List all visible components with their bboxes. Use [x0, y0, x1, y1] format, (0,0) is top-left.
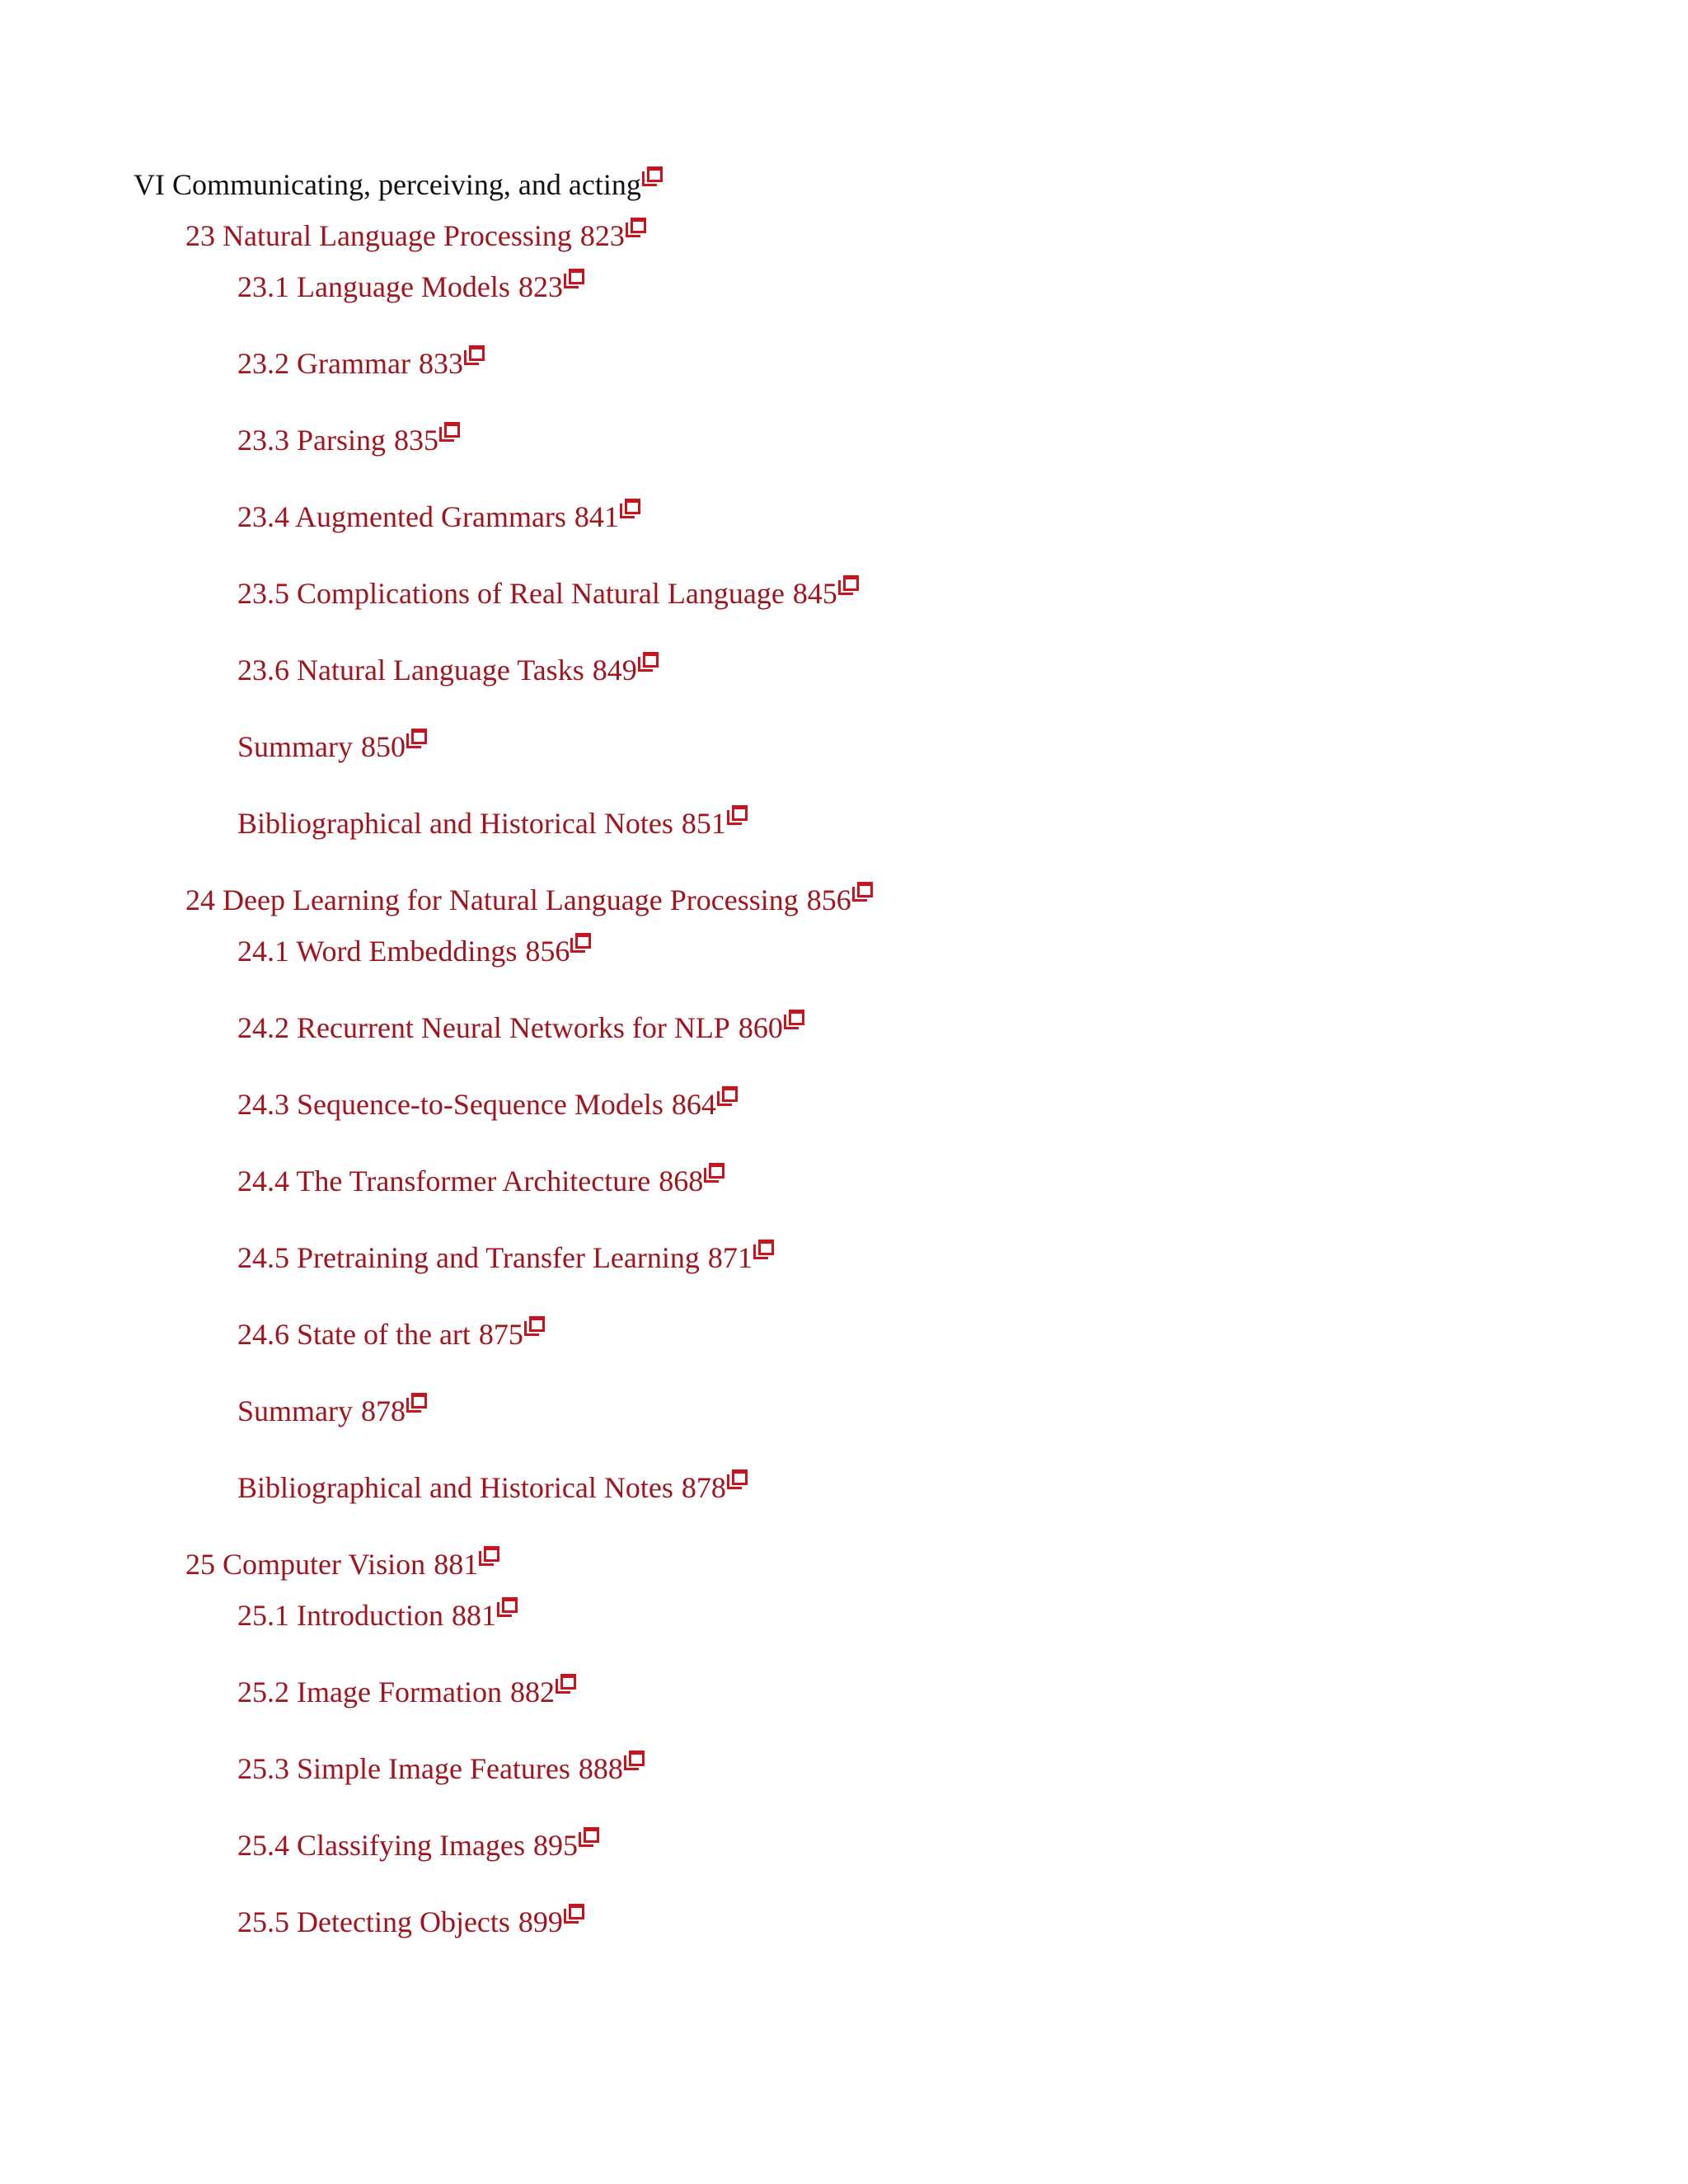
toc-section-24-5[interactable]	[237, 1240, 774, 1276]
toc-part-vi	[134, 166, 663, 203]
external-link-icon[interactable]	[642, 166, 663, 188]
toc-section-23-4[interactable]	[237, 499, 640, 535]
toc-page-number: 833	[418, 347, 463, 380]
toc-section-25-2[interactable]	[237, 1674, 576, 1710]
toc-section-24-4[interactable]	[237, 1163, 724, 1199]
toc-section-23-6[interactable]	[237, 652, 659, 688]
toc-section-25-5[interactable]	[237, 1904, 584, 1940]
toc-page-number: 878	[361, 1394, 406, 1427]
toc-page-number: 868	[659, 1165, 704, 1197]
toc-section-23-1[interactable]	[237, 269, 584, 305]
toc-section-23-summary[interactable]	[237, 729, 427, 765]
toc-page-number: 835	[394, 424, 438, 457]
external-link-icon[interactable]	[464, 345, 485, 367]
toc-section-25-1[interactable]	[237, 1597, 518, 1633]
toc-section-23-3[interactable]	[237, 422, 460, 458]
toc-page-number: 849	[592, 654, 637, 687]
external-link-icon[interactable]	[852, 882, 873, 903]
toc-page-number: 856	[525, 935, 570, 968]
toc-entry-label: Summary	[237, 1394, 353, 1427]
toc-section-24-notes[interactable]	[237, 1469, 748, 1506]
toc-section-23-2[interactable]	[237, 345, 485, 382]
toc-page-number: 881	[434, 1548, 479, 1581]
toc-page-number: 875	[478, 1318, 523, 1351]
toc-page-number: 845	[792, 577, 837, 610]
toc-page-number: 860	[738, 1011, 783, 1044]
toc-part-label: VI Communicating, perceiving, and acting	[134, 168, 641, 201]
toc-page-number: 871	[707, 1241, 753, 1274]
toc-page-number: 888	[578, 1752, 623, 1785]
toc-page-number: 851	[681, 807, 726, 840]
toc-entry-label: 24.1 Word Embeddings	[237, 935, 518, 968]
toc-page-number: 881	[451, 1599, 496, 1632]
external-link-icon[interactable]	[406, 1393, 427, 1414]
toc-entry-label: Bibliographical and Historical Notes	[237, 807, 673, 840]
toc-entry-label: 23 Natural Language Processing	[185, 219, 572, 252]
external-link-icon[interactable]	[753, 1240, 774, 1261]
toc-entry-label: 23.5 Complications of Real Natural Language	[237, 577, 785, 610]
toc-chapter-23[interactable]	[185, 218, 646, 254]
toc-chapter-24[interactable]	[185, 882, 873, 918]
toc-section-24-6[interactable]	[237, 1316, 545, 1352]
external-link-icon[interactable]	[624, 1750, 645, 1772]
toc-section-24-summary[interactable]	[237, 1393, 427, 1429]
toc-section-23-notes[interactable]	[237, 805, 748, 841]
external-link-icon[interactable]	[727, 805, 748, 827]
toc-page-number: 882	[509, 1675, 555, 1708]
toc-page-number: 823	[518, 270, 563, 303]
toc-page-number: 856	[806, 883, 851, 916]
external-link-icon[interactable]	[838, 575, 859, 597]
external-link-icon[interactable]	[717, 1086, 738, 1108]
toc-section-23-5[interactable]	[237, 575, 859, 612]
toc-entry-label: 25.2 Image Formation	[237, 1675, 502, 1708]
toc-page-number: 899	[518, 1905, 563, 1938]
toc-entry-label: 25 Computer Vision	[185, 1548, 426, 1581]
external-link-icon[interactable]	[479, 1546, 499, 1568]
toc-entry-label: 25.3 Simple Image Features	[237, 1752, 570, 1785]
toc-entry-label: 24 Deep Learning for Natural Language Processing	[185, 883, 799, 916]
toc-entry-label: 24.2 Recurrent Neural Networks for NLP	[237, 1011, 730, 1044]
toc-entry-label: 23.1 Language Models	[237, 270, 510, 303]
toc-page-number: 895	[532, 1829, 578, 1862]
external-link-icon[interactable]	[570, 933, 591, 954]
toc-page-number: 878	[681, 1471, 726, 1504]
toc-entry-label: 23.6 Natural Language Tasks	[237, 654, 584, 687]
toc-page-number: 841	[574, 500, 619, 533]
toc-entry-label: 24.3 Sequence-to-Sequence Models	[237, 1088, 663, 1121]
toc-section-25-3[interactable]	[237, 1750, 645, 1787]
toc-entry-label: 23.3 Parsing	[237, 424, 386, 457]
toc-entry-label: 24.6 State of the art	[237, 1318, 471, 1351]
toc-entry-label: 23.4 Augmented Grammars	[237, 500, 566, 533]
external-link-icon[interactable]	[626, 218, 646, 239]
external-link-icon[interactable]	[524, 1316, 545, 1338]
toc-page-number: 850	[361, 730, 406, 763]
external-link-icon[interactable]	[564, 269, 584, 290]
toc-section-24-2[interactable]	[237, 1010, 804, 1046]
toc-page-number: 823	[579, 219, 625, 252]
external-link-icon[interactable]	[556, 1674, 576, 1695]
toc-entry-label: 24.4 The Transformer Architecture	[237, 1165, 651, 1197]
external-link-icon[interactable]	[620, 499, 640, 520]
external-link-icon[interactable]	[704, 1163, 724, 1184]
toc-entry-label: 25.4 Classifying Images	[237, 1829, 525, 1862]
toc-page-number: 864	[671, 1088, 716, 1121]
external-link-icon[interactable]	[564, 1904, 584, 1925]
toc-entry-label: 25.5 Detecting Objects	[237, 1905, 510, 1938]
external-link-icon[interactable]	[579, 1827, 599, 1849]
external-link-icon[interactable]	[406, 729, 427, 750]
external-link-icon[interactable]	[439, 422, 460, 443]
toc-section-25-4[interactable]	[237, 1827, 599, 1863]
external-link-icon[interactable]	[638, 652, 659, 673]
external-link-icon[interactable]	[497, 1597, 518, 1619]
external-link-icon[interactable]	[784, 1010, 804, 1031]
toc-entry-label: 24.5 Pretraining and Transfer Learning	[237, 1241, 700, 1274]
toc-chapter-25[interactable]	[185, 1546, 499, 1582]
external-link-icon[interactable]	[727, 1469, 748, 1491]
toc-entry-label: 25.1 Introduction	[237, 1599, 443, 1632]
toc-section-24-1[interactable]	[237, 933, 591, 969]
toc-entry-label: 23.2 Grammar	[237, 347, 410, 380]
toc-entry-label: Bibliographical and Historical Notes	[237, 1471, 673, 1504]
toc-entry-label: Summary	[237, 730, 353, 763]
toc-section-24-3[interactable]	[237, 1086, 738, 1122]
